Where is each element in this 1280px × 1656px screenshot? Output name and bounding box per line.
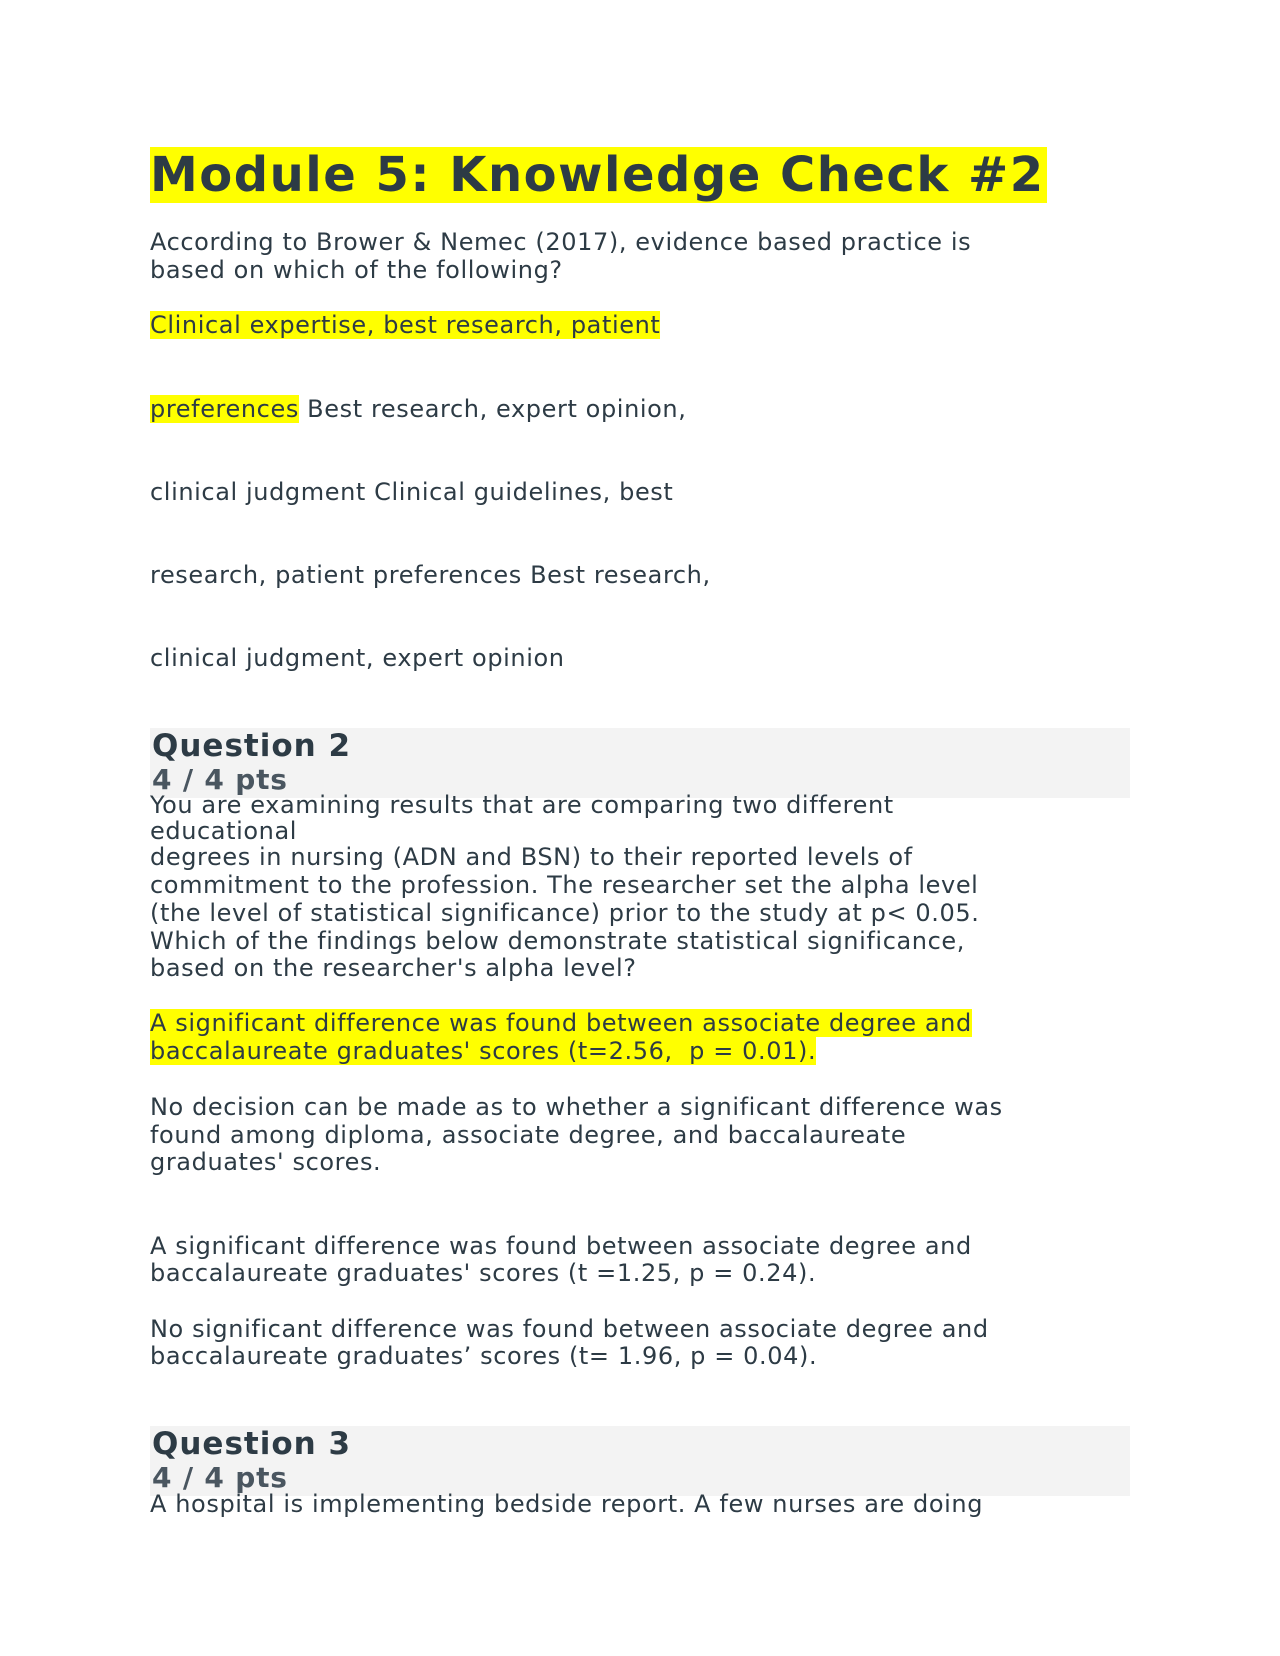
question-3-header [150,1426,1130,1496]
q1-correct-answer-highlight: Clinical expertise, best research, patient [150,311,661,339]
q1-answer-text: Best research, expert opinion, [298,395,687,423]
question-2-points: 4 / 4 pts [152,763,288,796]
q2-option-3-line-2: baccalaureate graduates' scores (t =1.25, p = 0.24). [150,1259,817,1287]
q3-prompt-line-1: A hospital is implementing bedside report. A few nurses are doing [150,1490,984,1518]
page-title [150,146,1047,204]
q2-option-2-line-1: No decision can be made as to whether a significant difference was [150,1093,1003,1121]
q2-prompt-line-1: You are examining results that are comparing two different [150,791,894,819]
q2-option-3-line-1: A significant difference was found between associate degree and [150,1232,972,1260]
q1-answer-line-5: clinical judgment, expert opinion [150,644,565,672]
page-title-text: Module 5: Knowledge Check #2 [150,147,1045,203]
q2-prompt-line-2: educational [150,817,298,845]
q2-option-1-line-2 [150,1037,816,1066]
question-3-points: 4 / 4 pts [152,1461,288,1494]
q2-option-4-line-1: No significant difference was found between associate degree and [150,1315,989,1343]
q2-option-4-line-2: baccalaureate graduates’ scores (t= 1.96, p = 0.04). [150,1342,818,1370]
q1-correct-answer-highlight-end: preferences [150,395,299,423]
question-3-title: Question 3 [152,1426,352,1462]
q2-prompt-line-7: based on the researcher's alpha level? [150,954,637,982]
q2-correct-answer-highlight-2: baccalaureate graduates' scores (t=2.56, p = 0.01). [150,1037,817,1065]
question-2-header [150,728,1130,798]
q2-option-2-line-3: graduates' scores. [150,1148,382,1176]
question-2-title: Question 2 [152,728,352,764]
q1-answer-line-3: clinical judgment Clinical guidelines, best [150,478,674,506]
q2-prompt-line-3: degrees in nursing (ADN and BSN) to their reported levels of [150,843,913,871]
q1-answer-line-2 [150,395,686,424]
q2-prompt-line-5: (the level of statistical significance) prior to the study at p< 0.05. [150,899,980,927]
q1-answer-line-1 [150,311,660,340]
q1-prompt-line-1: According to Brower & Nemec (2017), evidence based practice is [150,228,972,256]
q1-answer-line-4: research, patient preferences Best research, [150,561,711,589]
q2-prompt-line-4: commitment to the profession. The researcher set the alpha level [150,871,979,899]
q2-correct-answer-highlight-1: A significant difference was found between associate degree and [150,1009,972,1037]
q1-prompt-line-2: based on which of the following? [150,256,563,284]
q2-option-1-line-1 [150,1009,972,1038]
q2-prompt-line-6: Which of the findings below demonstrate statistical significance, [150,927,965,955]
q2-option-2-line-2: found among diploma, associate degree, and baccalaureate [150,1121,907,1149]
